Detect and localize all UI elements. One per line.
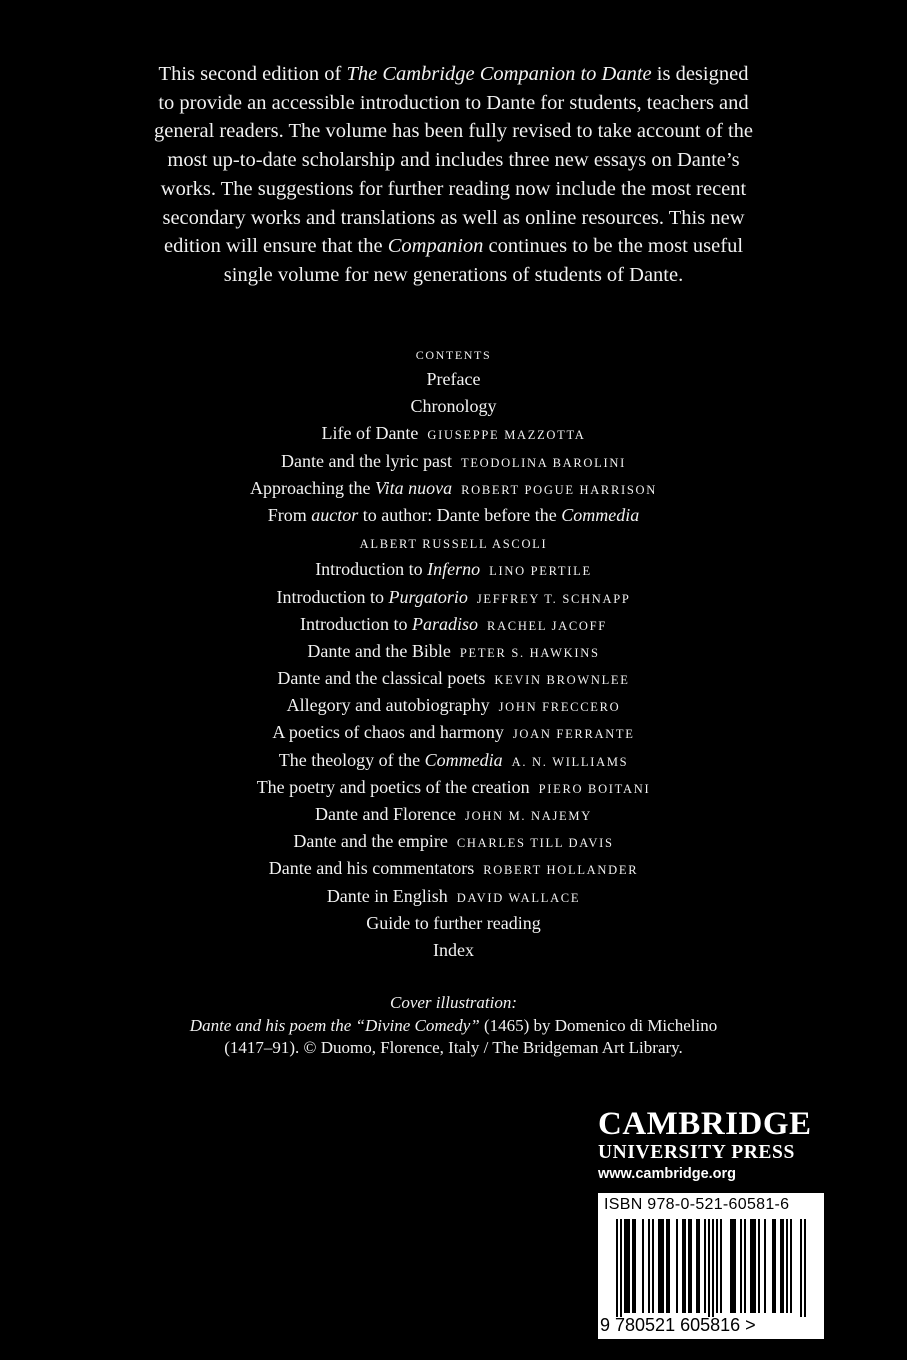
toc-entry xyxy=(100,747,807,774)
toc-entry-title: Dante and the classical poets xyxy=(277,668,486,689)
toc-entry-title: Chronology xyxy=(410,396,497,417)
companion-word: Companion xyxy=(387,235,484,258)
toc-entry-author: ROBERT HOLLANDER xyxy=(483,863,639,878)
barcode-bar xyxy=(676,1219,678,1313)
isbn-label: ISBN 978-0-521-60581-6 xyxy=(604,1196,790,1213)
barcode-bar xyxy=(628,1219,630,1313)
publisher-subname: UNIVERSITY PRESS xyxy=(598,1142,795,1163)
barcode-bar xyxy=(684,1219,686,1313)
barcode-bar xyxy=(716,1219,718,1313)
toc-lines xyxy=(100,366,807,964)
toc-entry xyxy=(100,719,807,746)
toc-entry xyxy=(100,611,807,638)
barcode-bar xyxy=(774,1219,776,1313)
cover-credit-label: Cover illustration: xyxy=(389,993,518,1012)
barcode-bar xyxy=(782,1219,784,1313)
blurb-part-2: is designed to provide an accessible introduction to Dante for students, teachers and general readers. The volume has been fully revised to take account of the most up-to-date scholarship and includes three new essays on Dante’s works. The suggestions for further reading now include the most recent secondary works and translations as well as online resources. This new edition will ensure that the xyxy=(153,63,753,258)
toc-entry-author: GIUSEPPE MAZZOTTA xyxy=(427,428,586,443)
barcode-bar xyxy=(626,1219,628,1313)
blurb-paragraph xyxy=(150,60,757,290)
toc-entry xyxy=(100,420,807,447)
toc-entry-title: auctor xyxy=(311,504,359,525)
toc-entry-title: Life of Dante xyxy=(321,423,419,444)
toc-entry-author: PIERO BOITANI xyxy=(538,781,651,796)
barcode-bar xyxy=(642,1219,644,1313)
painting-title: Dante and his poem the “Divine Comedy” xyxy=(189,1015,480,1035)
barcode-bar xyxy=(732,1219,734,1313)
toc-entry xyxy=(100,448,807,475)
toc-entry-title: Allegory and autobiography xyxy=(286,695,490,716)
toc-entry-author: RACHEL JACOFF xyxy=(487,618,607,633)
barcode-bar xyxy=(688,1219,690,1313)
barcode-bar xyxy=(668,1219,670,1313)
toc-entry xyxy=(100,910,807,937)
toc-entry-title: A poetics of chaos and harmony xyxy=(272,722,504,743)
toc-entry-title: Dante and the Bible xyxy=(307,640,451,661)
barcode-bar xyxy=(772,1219,774,1313)
toc-entry-author: JOHN M. NAJEMY xyxy=(465,809,592,823)
toc-entry xyxy=(100,556,807,583)
toc-entry-title: Guide to further reading xyxy=(366,912,541,933)
barcode-bar xyxy=(758,1219,760,1313)
toc-entry-title: Vita nuova xyxy=(374,477,453,498)
barcode-bar xyxy=(660,1219,662,1313)
barcode-bar xyxy=(704,1219,706,1313)
barcode-bar xyxy=(800,1219,802,1317)
toc-entry-author: JOAN FERRANTE xyxy=(512,727,635,742)
barcode-bar xyxy=(712,1219,714,1317)
toc-entry xyxy=(100,937,807,964)
barcode-bar xyxy=(780,1219,782,1313)
toc-entry-title: Purgatorio xyxy=(388,586,468,607)
contents-list xyxy=(100,344,807,964)
barcode-bar xyxy=(752,1219,754,1313)
contents-heading: CONTENTS xyxy=(415,348,492,362)
toc-entry xyxy=(100,502,807,529)
toc-entry-title: From xyxy=(267,504,312,525)
toc-entry xyxy=(100,529,807,556)
toc-entry-title: The poetry and poetics of the creation xyxy=(256,776,530,797)
blurb-part-1: This second edition of xyxy=(158,63,347,85)
toc-entry-title: Introduction to xyxy=(276,586,389,607)
barcode-bar xyxy=(744,1219,746,1313)
barcode-bar xyxy=(786,1219,788,1313)
barcode-bar xyxy=(696,1219,698,1313)
toc-entry-author: JEFFREY T. SCHNAPP xyxy=(476,591,631,606)
barcode-bar xyxy=(658,1219,660,1313)
toc-entry-title: Dante and the lyric past xyxy=(281,450,452,471)
toc-entry-title: Dante and Florence xyxy=(315,804,456,824)
blurb-part-3: continues to be the most useful single volume for new generations of students of Dante. xyxy=(223,235,744,286)
toc-entry xyxy=(100,828,807,855)
toc-entry-title: to author: Dante before the xyxy=(358,504,562,525)
barcode-bar xyxy=(648,1219,650,1313)
toc-entry xyxy=(100,801,807,828)
cover-credit xyxy=(100,992,807,1060)
barcode-graphic xyxy=(598,1217,824,1317)
barcode-bar xyxy=(620,1219,622,1317)
barcode-bar xyxy=(652,1219,654,1313)
toc-entry-title: Dante and his commentators xyxy=(268,858,475,879)
toc-entry xyxy=(100,855,807,882)
toc-entry-title: Commedia xyxy=(561,504,640,525)
toc-entry xyxy=(100,475,807,502)
toc-entry-title: Approaching the xyxy=(250,477,375,498)
toc-entry-author: ALBERT RUSSELL ASCOLI xyxy=(359,537,548,552)
barcode-bar xyxy=(698,1219,700,1313)
toc-entry-title: Index xyxy=(433,939,474,960)
barcode-bar xyxy=(804,1219,806,1317)
toc-entry xyxy=(100,665,807,692)
toc-entry-author: ROBERT POGUE HARRISON xyxy=(461,482,657,497)
publisher-logo xyxy=(598,1106,830,1184)
barcode-bar xyxy=(754,1219,756,1313)
publisher-name: CAMBRIDGE xyxy=(598,1106,812,1142)
ean-digits: 9 780521 605816 > xyxy=(600,1315,756,1335)
toc-entry-title: Paradiso xyxy=(412,613,479,634)
toc-entry-author: JOHN FRECCERO xyxy=(498,700,621,715)
cover-credit-details-2: (1417–91). © Duomo, Florence, Italy / The Bridgeman Art Library. xyxy=(224,1038,683,1057)
barcode-bar xyxy=(708,1219,710,1317)
barcode-bar xyxy=(720,1219,722,1313)
barcode-bar xyxy=(690,1219,692,1313)
cover-credit-details-1: (1465) by Domenico di Michelino xyxy=(479,1015,718,1035)
barcode-bar xyxy=(764,1219,766,1313)
toc-entry-author: LINO PERTILE xyxy=(489,564,592,579)
toc-entry-author: A. N. WILLIAMS xyxy=(511,754,629,769)
barcode-bar xyxy=(750,1219,752,1313)
barcode-bar xyxy=(632,1219,634,1313)
barcode-bar xyxy=(682,1219,684,1313)
barcode-bar xyxy=(624,1219,626,1313)
barcode-bar xyxy=(666,1219,668,1313)
toc-entry xyxy=(100,774,807,801)
toc-entry-title: The theology of the xyxy=(278,749,425,770)
toc-entry-title: Commedia xyxy=(424,749,503,770)
toc-entry xyxy=(100,883,807,910)
toc-entry xyxy=(100,638,807,665)
barcode-bar xyxy=(734,1219,736,1313)
barcode-bar xyxy=(634,1219,636,1313)
toc-entry-author: DAVID WALLACE xyxy=(456,890,581,905)
toc-entry-title: Introduction to xyxy=(300,613,413,634)
toc-entry-title: Inferno xyxy=(427,559,481,580)
toc-entry xyxy=(100,584,807,611)
barcode-bar xyxy=(616,1219,618,1317)
barcode-bar xyxy=(790,1219,792,1313)
toc-entry xyxy=(100,692,807,719)
barcode-bar xyxy=(662,1219,664,1313)
toc-entry-title: Dante and the empire xyxy=(293,831,448,852)
toc-entry-author: TEODOLINA BAROLINI xyxy=(460,455,626,470)
toc-entry-title: Introduction to xyxy=(315,559,428,580)
barcode-bar xyxy=(740,1219,742,1313)
publisher-url: www.cambridge.org xyxy=(598,1166,737,1182)
toc-entry-author: PETER S. HAWKINS xyxy=(459,645,600,660)
toc-entry-title: Dante in English xyxy=(326,885,448,906)
toc-entry-author: CHARLES TILL DAVIS xyxy=(456,836,614,851)
toc-entry xyxy=(100,366,807,393)
book-title: The Cambridge Companion to Dante xyxy=(346,63,652,85)
toc-entry-title: Preface xyxy=(426,369,481,389)
isbn-barcode-block xyxy=(598,1193,824,1339)
toc-entry-author: KEVIN BROWNLEE xyxy=(494,673,630,688)
barcode-bar xyxy=(730,1219,732,1313)
toc-entry xyxy=(100,393,807,420)
